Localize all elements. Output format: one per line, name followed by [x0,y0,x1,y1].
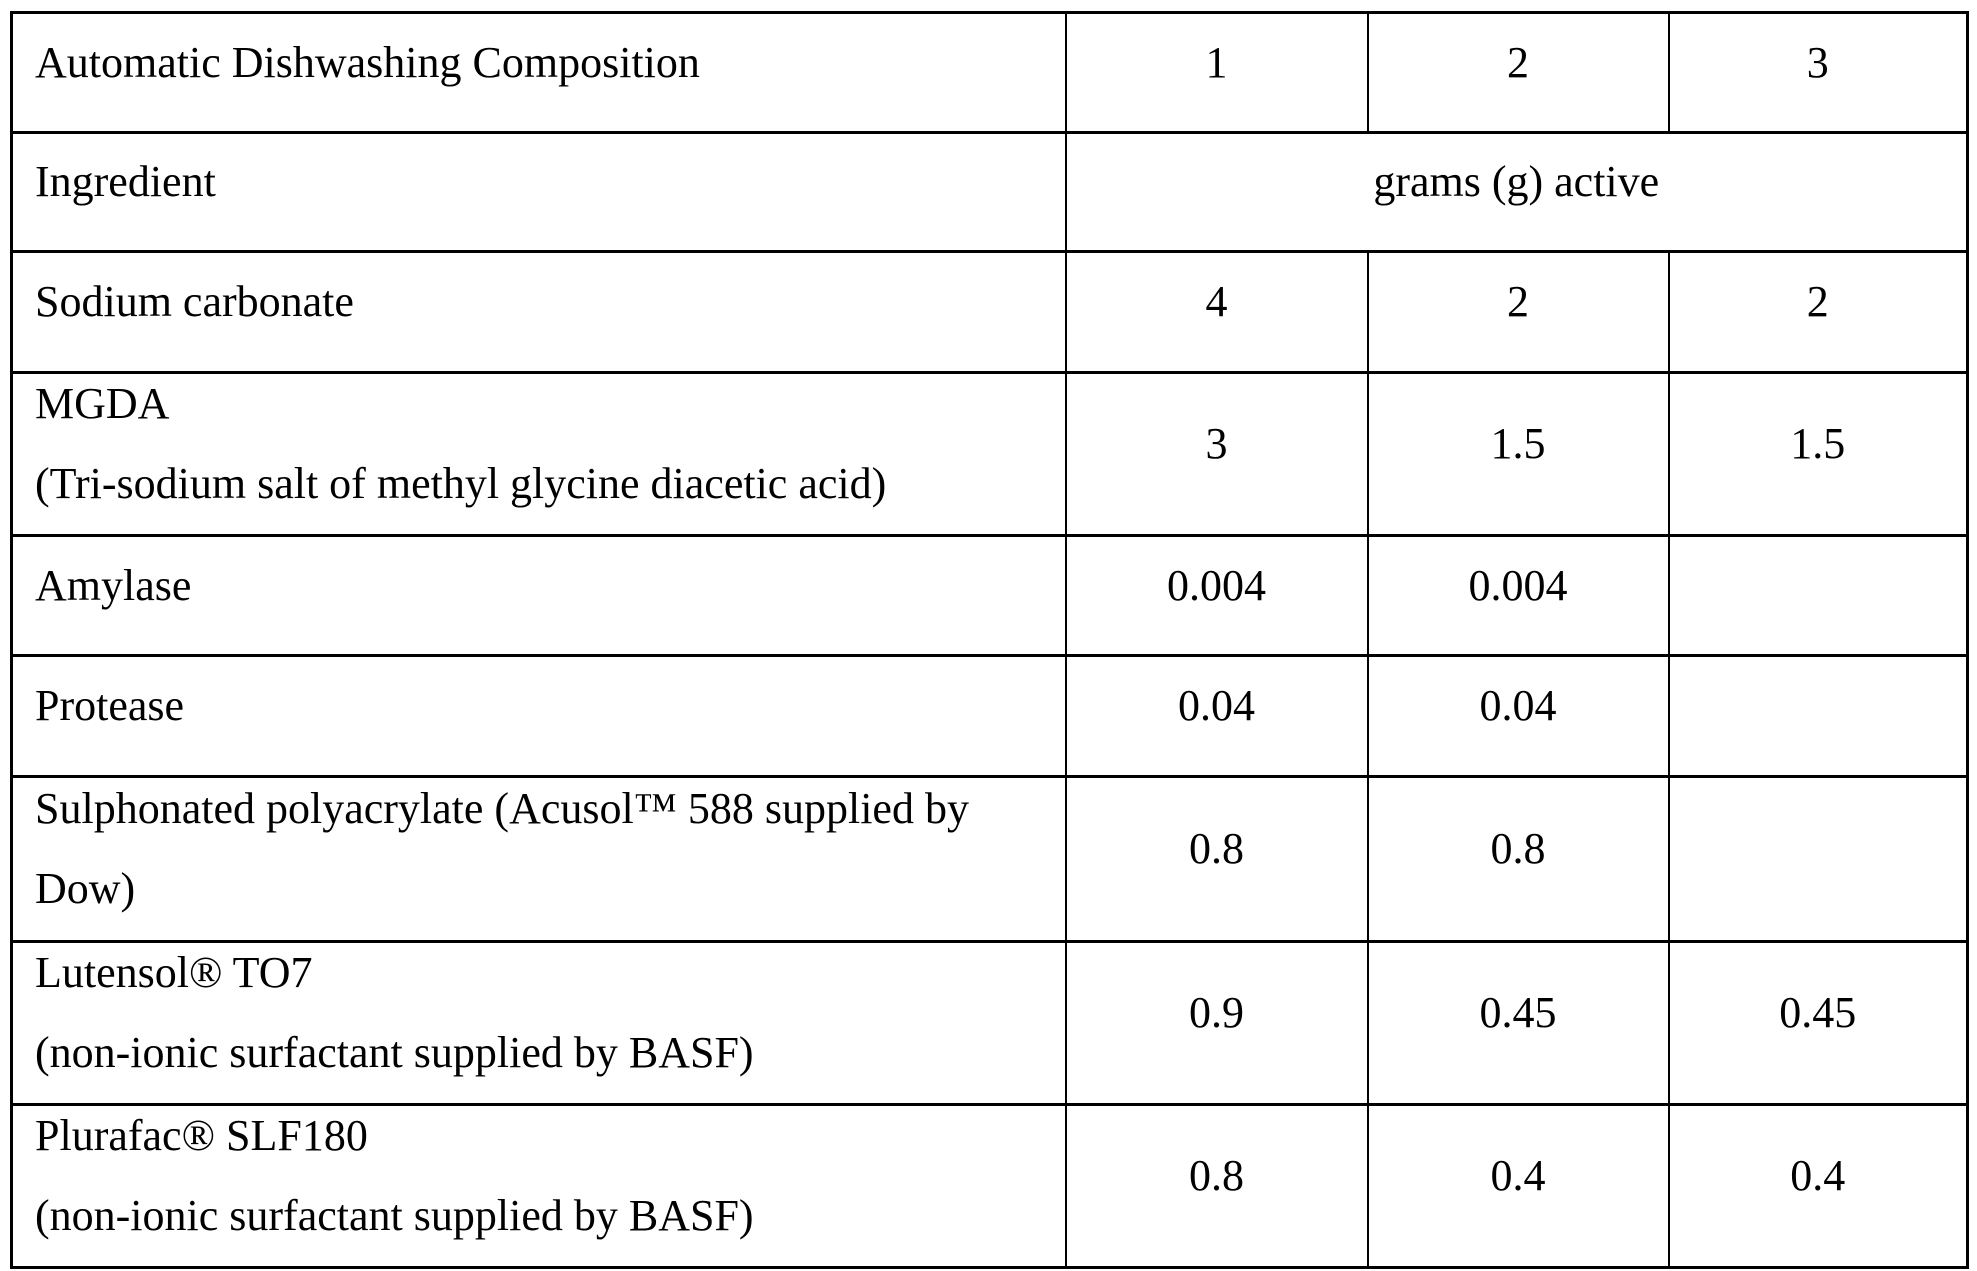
value-cell-2: 0.004 [1368,536,1669,656]
ingredient-name: Protease [35,681,185,730]
table-row [12,942,1968,1105]
value-cell-1: 0.04 [1066,656,1368,777]
ingredient-name: Plurafac® SLF180 [35,1111,368,1160]
table-row [12,536,1968,656]
value-cell-1: 4 [1066,252,1368,373]
table-row [12,777,1968,942]
value-cell-2: 0.45 [1368,942,1669,1105]
value-cell-3 [1669,536,1968,656]
table-row [12,252,1968,373]
ingredient-name: Sulphonated polyacrylate (Acusol™ 588 supplied by Dow) [35,784,969,913]
table-row [12,373,1968,536]
ingredient-name: Amylase [35,560,192,610]
value-cell-2: 0.04 [1368,656,1669,777]
value-cell-1: 0.004 [1066,536,1368,656]
value-cell-2: 2 [1368,252,1669,373]
table-row [12,1105,1968,1268]
table-row [12,656,1968,777]
value-cell-1: 0.8 [1066,1105,1368,1268]
ingredient-cell [12,252,1066,373]
value-cell-1: 0.9 [1066,942,1368,1105]
ingredient-cell [12,656,1066,777]
value-cell-3: 0.4 [1669,1105,1968,1268]
ingredient-header: Ingredient [35,157,216,206]
value-cell-3: 1.5 [1669,373,1968,536]
ingredient-name: Sodium carbonate [35,277,354,326]
value-cell-3 [1669,656,1968,777]
value-cell-3: 0.45 [1669,942,1968,1105]
ingredient-cell [12,1105,1066,1268]
column-header-1: 1 [1066,13,1368,133]
ingredient-note: (non-ionic surfactant supplied by BASF) [35,1191,754,1240]
ingredient-cell [12,536,1066,656]
unit-header-cell [1066,133,1968,252]
ingredient-cell [12,777,1066,942]
ingredient-cell [12,942,1066,1105]
ingredient-name: MGDA [35,379,170,428]
value-cell-3: 2 [1669,252,1968,373]
ingredient-note: (Tri-sodium salt of methyl glycine diacetic acid) [35,459,887,508]
composition-table [10,11,1969,1269]
header-label: Automatic Dishwashing Composition [35,37,700,87]
column-header-2: 2 [1368,13,1669,133]
value-cell-2: 0.4 [1368,1105,1669,1268]
value-cell-2: 0.8 [1368,777,1669,942]
value-cell-1: 0.8 [1066,777,1368,942]
ingredient-cell [12,373,1066,536]
header-label-cell [12,13,1066,133]
ingredient-name: Lutensol® TO7 [35,948,313,997]
value-cell-2: 1.5 [1368,373,1669,536]
subheader-row [12,133,1968,252]
unit-header: grams (g) active [1373,157,1660,206]
ingredient-header-cell [12,133,1066,252]
column-header-3: 3 [1669,13,1968,133]
value-cell-1: 3 [1066,373,1368,536]
ingredient-note: (non-ionic surfactant supplied by BASF) [35,1028,754,1077]
header-row [12,13,1968,133]
value-cell-3 [1669,777,1968,942]
